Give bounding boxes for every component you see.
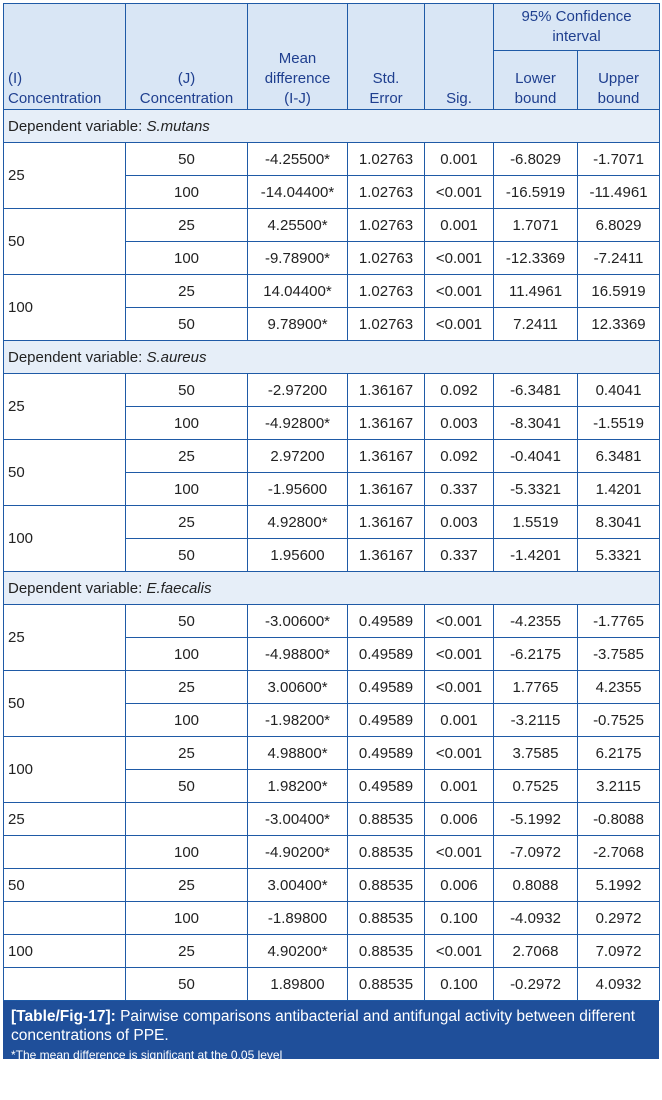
- sig-cell: <0.001: [425, 737, 494, 770]
- header-sig: Sig.: [425, 4, 494, 110]
- lower-bound-cell: -8.3041: [494, 407, 578, 440]
- sig-cell: 0.337: [425, 473, 494, 506]
- upper-bound-cell: 6.8029: [578, 209, 660, 242]
- std-error-cell: 0.88535: [348, 968, 425, 1001]
- upper-bound-cell: -0.7525: [578, 704, 660, 737]
- sig-cell: 0.003: [425, 407, 494, 440]
- mean-difference-cell: -1.89800: [248, 902, 348, 935]
- j-concentration-cell: [126, 803, 248, 836]
- j-concentration-cell: 50: [126, 143, 248, 176]
- upper-bound-cell: -2.7068: [578, 836, 660, 869]
- sig-cell: 0.092: [425, 374, 494, 407]
- lower-bound-cell: -5.3321: [494, 473, 578, 506]
- header-std-error: Std. Error: [348, 4, 425, 110]
- sig-cell: 0.003: [425, 506, 494, 539]
- j-concentration-cell: 25: [126, 671, 248, 704]
- sig-cell: <0.001: [425, 242, 494, 275]
- sig-cell: <0.001: [425, 671, 494, 704]
- std-error-cell: 0.49589: [348, 605, 425, 638]
- lower-bound-cell: -16.5919: [494, 176, 578, 209]
- j-concentration-cell: 50: [126, 968, 248, 1001]
- upper-bound-cell: 0.4041: [578, 374, 660, 407]
- std-error-cell: 1.36167: [348, 440, 425, 473]
- section-header-row: [4, 572, 660, 605]
- std-error-cell: 0.49589: [348, 704, 425, 737]
- i-concentration-cell: 25: [4, 605, 126, 671]
- std-error-cell: 1.36167: [348, 506, 425, 539]
- mean-difference-cell: -1.98200*: [248, 704, 348, 737]
- dependent-variable-prefix: Dependent variable:: [8, 579, 147, 597]
- lower-bound-cell: 0.8088: [494, 869, 578, 902]
- mean-difference-cell: -4.90200*: [248, 836, 348, 869]
- mean-difference-cell: 4.90200*: [248, 935, 348, 968]
- lower-bound-cell: 11.4961: [494, 275, 578, 308]
- upper-bound-cell: 8.3041: [578, 506, 660, 539]
- sig-cell: <0.001: [425, 275, 494, 308]
- i-concentration-cell: 100: [4, 737, 126, 803]
- upper-bound-cell: -0.8088: [578, 803, 660, 836]
- lower-bound-cell: -6.8029: [494, 143, 578, 176]
- mean-difference-cell: 1.98200*: [248, 770, 348, 803]
- mean-difference-cell: -3.00400*: [248, 803, 348, 836]
- mean-difference-cell: -4.92800*: [248, 407, 348, 440]
- header-upper-bound: Upper bound: [578, 51, 660, 110]
- std-error-cell: 1.02763: [348, 176, 425, 209]
- upper-bound-cell: -1.7765: [578, 605, 660, 638]
- dependent-variable-label: [4, 110, 660, 143]
- upper-bound-cell: 7.0972: [578, 935, 660, 968]
- caption-footnote: *The mean difference is significant at the 0.05 level: [11, 1048, 283, 1062]
- section-header-row: [4, 341, 660, 374]
- lower-bound-cell: 7.2411: [494, 308, 578, 341]
- table-row: [4, 143, 660, 176]
- i-concentration-cell: [4, 968, 126, 1001]
- upper-bound-cell: 6.3481: [578, 440, 660, 473]
- mean-difference-cell: -4.98800*: [248, 638, 348, 671]
- mean-difference-cell: -3.00600*: [248, 605, 348, 638]
- lower-bound-cell: -4.2355: [494, 605, 578, 638]
- lower-bound-cell: -0.4041: [494, 440, 578, 473]
- j-concentration-cell: 25: [126, 935, 248, 968]
- j-concentration-cell: 25: [126, 209, 248, 242]
- sig-cell: 0.001: [425, 770, 494, 803]
- pairwise-comparison-table: [3, 3, 660, 1001]
- upper-bound-cell: -1.7071: [578, 143, 660, 176]
- header-confidence-interval: 95% Confidence interval: [494, 4, 660, 51]
- upper-bound-cell: 5.3321: [578, 539, 660, 572]
- sig-cell: <0.001: [425, 836, 494, 869]
- i-concentration-cell: 100: [4, 506, 126, 572]
- j-concentration-cell: 100: [126, 836, 248, 869]
- i-concentration-cell: [4, 836, 126, 869]
- upper-bound-cell: -1.5519: [578, 407, 660, 440]
- table-body: [4, 110, 660, 1001]
- upper-bound-cell: 12.3369: [578, 308, 660, 341]
- j-concentration-cell: 100: [126, 176, 248, 209]
- dependent-variable-prefix: Dependent variable:: [8, 117, 147, 135]
- mean-difference-cell: -1.95600: [248, 473, 348, 506]
- i-concentration-cell: 25: [4, 803, 126, 836]
- header-lower-bound: Lower bound: [494, 51, 578, 110]
- std-error-cell: 0.49589: [348, 671, 425, 704]
- header-j-concentration: (J) Concentration: [126, 4, 248, 110]
- sig-cell: 0.001: [425, 704, 494, 737]
- upper-bound-cell: -3.7585: [578, 638, 660, 671]
- upper-bound-cell: 0.2972: [578, 902, 660, 935]
- sig-cell: <0.001: [425, 638, 494, 671]
- sig-cell: 0.100: [425, 968, 494, 1001]
- i-concentration-cell: 50: [4, 440, 126, 506]
- lower-bound-cell: -5.1992: [494, 803, 578, 836]
- mean-difference-cell: 4.98800*: [248, 737, 348, 770]
- i-concentration-cell: 25: [4, 143, 126, 209]
- lower-bound-cell: 1.7071: [494, 209, 578, 242]
- sig-cell: 0.006: [425, 803, 494, 836]
- mean-difference-cell: 1.89800: [248, 968, 348, 1001]
- j-concentration-cell: 50: [126, 374, 248, 407]
- upper-bound-cell: 6.2175: [578, 737, 660, 770]
- organism-name: S.mutans: [146, 117, 210, 135]
- sig-cell: <0.001: [425, 176, 494, 209]
- dependent-variable-label: [4, 572, 660, 605]
- i-concentration-cell: [4, 902, 126, 935]
- lower-bound-cell: -4.0932: [494, 902, 578, 935]
- table-row: [4, 275, 660, 308]
- j-concentration-cell: 100: [126, 638, 248, 671]
- j-concentration-cell: 50: [126, 770, 248, 803]
- header-i-concentration: (I) Concentration: [4, 4, 126, 110]
- j-concentration-cell: 100: [126, 242, 248, 275]
- upper-bound-cell: -7.2411: [578, 242, 660, 275]
- lower-bound-cell: -3.2115: [494, 704, 578, 737]
- std-error-cell: 1.02763: [348, 275, 425, 308]
- dependent-variable-label: [4, 341, 660, 374]
- std-error-cell: 0.88535: [348, 803, 425, 836]
- lower-bound-cell: -6.3481: [494, 374, 578, 407]
- std-error-cell: 0.88535: [348, 935, 425, 968]
- lower-bound-cell: -0.2972: [494, 968, 578, 1001]
- std-error-cell: 1.36167: [348, 539, 425, 572]
- lower-bound-cell: 1.5519: [494, 506, 578, 539]
- table-row: [4, 836, 660, 869]
- table-caption: [3, 1001, 659, 1062]
- table-row: [4, 737, 660, 770]
- table-row: [4, 968, 660, 1001]
- i-concentration-cell: 50: [4, 671, 126, 737]
- table-row: [4, 671, 660, 704]
- j-concentration-cell: 25: [126, 737, 248, 770]
- mean-difference-cell: -4.25500*: [248, 143, 348, 176]
- std-error-cell: 1.02763: [348, 308, 425, 341]
- mean-difference-cell: 1.95600: [248, 539, 348, 572]
- caption-text: [Table/Fig-17]: Pairwise comparisons antibacterial and antifungal activity between different concentrations of PPE.: [11, 1008, 636, 1044]
- lower-bound-cell: 3.7585: [494, 737, 578, 770]
- sig-cell: 0.006: [425, 869, 494, 902]
- std-error-cell: 0.49589: [348, 737, 425, 770]
- j-concentration-cell: 100: [126, 704, 248, 737]
- sig-cell: <0.001: [425, 605, 494, 638]
- table-row: [4, 209, 660, 242]
- organism-name: E.faecalis: [146, 579, 212, 597]
- sig-cell: 0.092: [425, 440, 494, 473]
- std-error-cell: 1.36167: [348, 374, 425, 407]
- lower-bound-cell: -7.0972: [494, 836, 578, 869]
- lower-bound-cell: -6.2175: [494, 638, 578, 671]
- mean-difference-cell: 14.04400*: [248, 275, 348, 308]
- mean-difference-cell: -9.78900*: [248, 242, 348, 275]
- table-row: [4, 869, 660, 902]
- mean-difference-cell: 4.92800*: [248, 506, 348, 539]
- j-concentration-cell: 100: [126, 902, 248, 935]
- upper-bound-cell: -11.4961: [578, 176, 660, 209]
- table-row: [4, 605, 660, 638]
- organism-name: S.aureus: [146, 348, 207, 366]
- std-error-cell: 0.88535: [348, 836, 425, 869]
- std-error-cell: 0.49589: [348, 638, 425, 671]
- upper-bound-cell: 4.2355: [578, 671, 660, 704]
- lower-bound-cell: 1.7765: [494, 671, 578, 704]
- upper-bound-cell: 1.4201: [578, 473, 660, 506]
- j-concentration-cell: 50: [126, 605, 248, 638]
- i-concentration-cell: 50: [4, 209, 126, 275]
- lower-bound-cell: 2.7068: [494, 935, 578, 968]
- i-concentration-cell: 100: [4, 275, 126, 341]
- section-header-row: [4, 110, 660, 143]
- sig-cell: 0.001: [425, 143, 494, 176]
- std-error-cell: 0.88535: [348, 902, 425, 935]
- header-mean-difference: Mean difference (I-J): [248, 4, 348, 110]
- std-error-cell: 1.36167: [348, 473, 425, 506]
- sig-cell: 0.100: [425, 902, 494, 935]
- i-concentration-cell: 100: [4, 935, 126, 968]
- upper-bound-cell: 5.1992: [578, 869, 660, 902]
- sig-cell: <0.001: [425, 935, 494, 968]
- mean-difference-cell: 4.25500*: [248, 209, 348, 242]
- sig-cell: <0.001: [425, 308, 494, 341]
- mean-difference-cell: 3.00600*: [248, 671, 348, 704]
- i-concentration-cell: 50: [4, 869, 126, 902]
- j-concentration-cell: 50: [126, 539, 248, 572]
- std-error-cell: 0.49589: [348, 770, 425, 803]
- lower-bound-cell: 0.7525: [494, 770, 578, 803]
- j-concentration-cell: 25: [126, 506, 248, 539]
- upper-bound-cell: 4.0932: [578, 968, 660, 1001]
- dependent-variable-prefix: Dependent variable:: [8, 348, 147, 366]
- mean-difference-cell: 9.78900*: [248, 308, 348, 341]
- sig-cell: 0.337: [425, 539, 494, 572]
- j-concentration-cell: 100: [126, 473, 248, 506]
- lower-bound-cell: -1.4201: [494, 539, 578, 572]
- upper-bound-cell: 16.5919: [578, 275, 660, 308]
- upper-bound-cell: 3.2115: [578, 770, 660, 803]
- mean-difference-cell: 3.00400*: [248, 869, 348, 902]
- i-concentration-cell: 25: [4, 374, 126, 440]
- std-error-cell: 1.02763: [348, 143, 425, 176]
- std-error-cell: 0.88535: [348, 869, 425, 902]
- mean-difference-cell: -2.97200: [248, 374, 348, 407]
- table-row: [4, 902, 660, 935]
- lower-bound-cell: -12.3369: [494, 242, 578, 275]
- mean-difference-cell: -14.04400*: [248, 176, 348, 209]
- table-row: [4, 803, 660, 836]
- results-table-container: [3, 3, 659, 1062]
- table-row: [4, 506, 660, 539]
- std-error-cell: 1.02763: [348, 242, 425, 275]
- std-error-cell: 1.02763: [348, 209, 425, 242]
- table-row: [4, 374, 660, 407]
- sig-cell: 0.001: [425, 209, 494, 242]
- j-concentration-cell: 25: [126, 275, 248, 308]
- j-concentration-cell: 100: [126, 407, 248, 440]
- std-error-cell: 1.36167: [348, 407, 425, 440]
- j-concentration-cell: 50: [126, 308, 248, 341]
- mean-difference-cell: 2.97200: [248, 440, 348, 473]
- j-concentration-cell: 25: [126, 440, 248, 473]
- j-concentration-cell: 25: [126, 869, 248, 902]
- table-row: [4, 440, 660, 473]
- table-row: [4, 935, 660, 968]
